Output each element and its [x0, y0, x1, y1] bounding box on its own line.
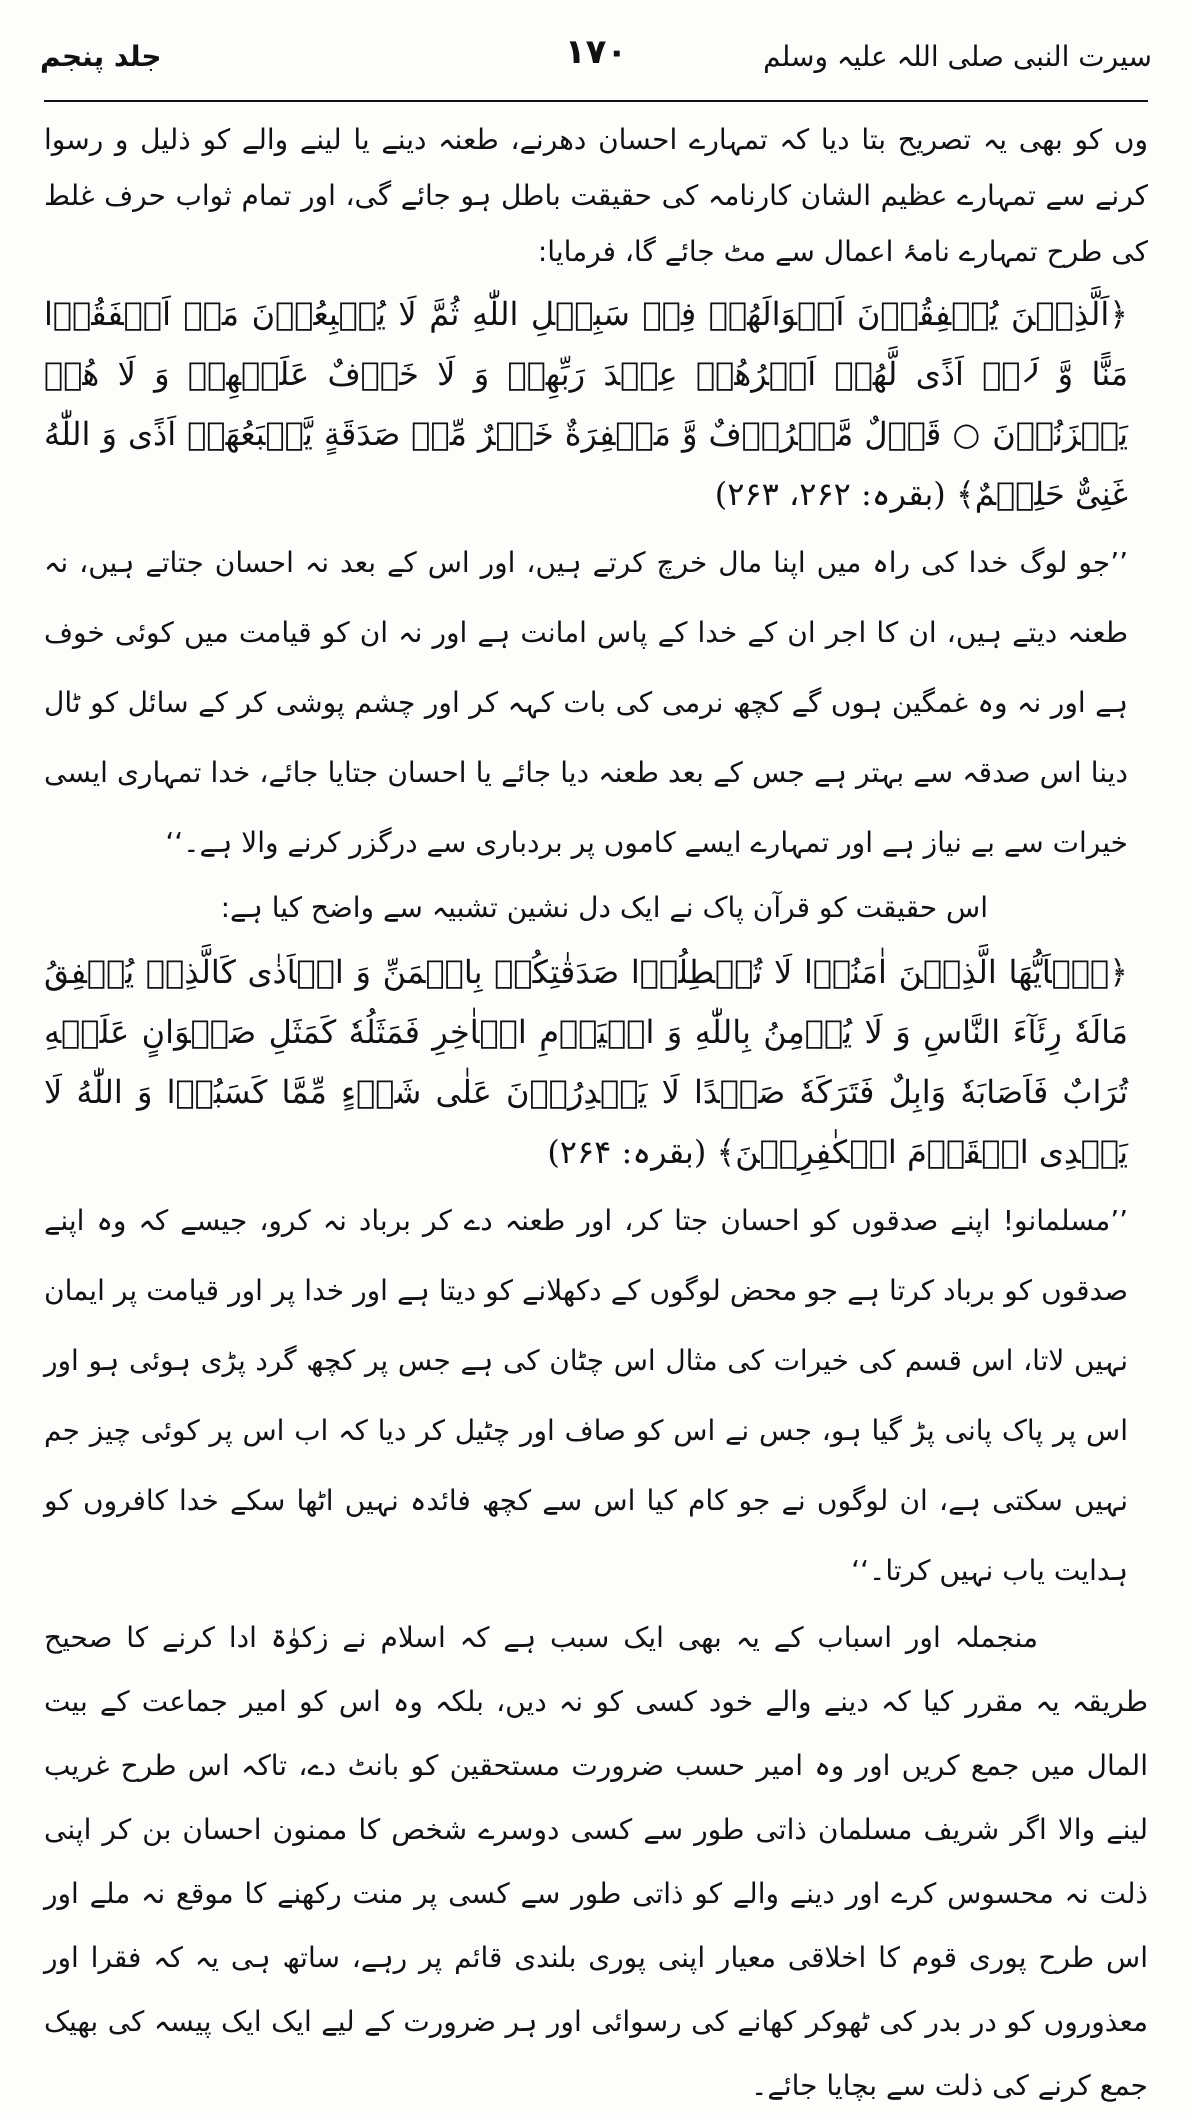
volume-label: جلد پنجم — [40, 40, 162, 73]
running-title: سیرت النبی صلی اللہ علیہ وسلم — [763, 40, 1152, 73]
opening-paragraph: وں کو بھی یہ تصریح بتا دیا کہ تمہارے احسان دھرنے، طعنہ دینے یا لینے والے کو ذلیل و رسوا کرنے سے تمہارے عظیم الشان کارنامہ کی حقیقت باطل ہو جائے گی، اور تمام ثواب حرف غلط کی طرح تمہارے نامۂ اعمال سے مٹ جائے گا، فرمایا: — [44, 123, 1148, 268]
verse-translation-2: ’’مسلمانو! اپنے صدقوں کو احسان جتا کر، اور طعنہ دے کر برباد نہ کرو، جیسے کہ وہ اپنے صدقوں کو برباد کرتا ہے جو محض لوگوں کے دکھلانے کو دیتا ہے اور خدا پر اور قیامت پر ایمان نہیں لاتا، اس قسم کی خیرات کی مثال اس چٹان کی ہے جس پر کچھ گرد پڑی ہوئی ہو اور اس پر پاک پانی پڑ گیا ہو، جس نے اس کو صاف اور چٹیل کر دیا کہ اب اس پر کوئی چیز جم نہیں سکتی ہے، ان لوگوں نے جو کام کیا اس سے کچھ فائدہ نہیں اٹھا سکے خدا کافروں کو ہدایت یاب نہیں کرتا۔‘‘ — [44, 1204, 1128, 1587]
simile-intro: اس حقیقت کو قرآن پاک نے ایک دل نشین تشبیہ سے واضح کیا ہے: — [220, 891, 988, 924]
closing-paragraph: منجملہ اور اسباب کے یہ بھی ایک سبب ہے کہ اسلام نے زکوٰۃ ادا کرنے کا صحیح طریقہ یہ مقرر کیا کہ دینے والے خود کسی کو نہ دیں، بلکہ وہ اس کو امیر جماعت کے بیت المال میں جمع کریں اور وہ امیر حسب ضرورت مستحقین کو بانٹ دے، تاکہ اس طرح غریب لینے والا اگر شریف مسلمان ذاتی طور سے کسی دوسرے شخص کا ممنون احسان بن کر اپنی ذلت نہ محسوس کرے اور دینے والے کو ذاتی طور سے کسی پر منت رکھنے کا موقع نہ ملے اور اس طرح پوری قوم کا اخلاقی معیار اپنی پوری بلندی قائم پر رہے، ساتھ ہی یہ کہ فقرا اور معذوروں کو در بدر کی ٹھوکر کھانے کی رسوائی اور ہر ضرورت کے لیے ایک ایک پیسہ کی بھیک جمع کرنے کی ذلت سے بچایا جائے۔ — [44, 1621, 1148, 2102]
quran-verse-1: ﴿اَلَّذِیۡنَ یُنۡفِقُوۡنَ اَمۡوَالَهُمۡ فِیۡ سَبِیۡلِ اللّٰهِ ثُمَّ لَا یُتۡبِعُوۡنَ مَاۤ اَنۡفَقُوۡا مَنًّا وَّ لَاۤ اَذًی لَّهُمۡ اَجۡرُهُمۡ عِنۡدَ رَبِّهِمۡ وَ لَا خَوۡفٌ عَلَیۡهِمۡ وَ لَا هُمۡ یَحۡزَنُوۡنَ ○ قَوۡلٌ مَّعۡرُوۡفٌ وَّ مَغۡفِرَةٌ خَیۡرٌ مِّنۡ صَدَقَةٍ یَّتۡبَعُهَاۤ اَذًی وَ اللّٰهُ غَنِیٌّ حَلِیۡمٌ﴾ (بقرہ: ۲۶۲، ۲۶۳) — [44, 295, 1129, 513]
quran-verse-2: ﴿یٰۤاَیُّهَا الَّذِیۡنَ اٰمَنُوۡا لَا تُبۡطِلُوۡا صَدَقٰتِكُمۡ بِالۡمَنِّ وَ الۡاَذٰی كَالَّذِیۡ یُنۡفِقُ مَالَهٗ رِئَآءَ النَّاسِ وَ لَا یُؤۡمِنُ بِاللّٰهِ وَ الۡیَوۡمِ الۡاٰخِرِ فَمَثَلُهٗ كَمَثَلِ صَفۡوَانٍ عَلَیۡهِ تُرَابٌ فَاَصَابَهٗ وَابِلٌ فَتَرَكَهٗ صَلۡدًا لَا یَقۡدِرُوۡنَ عَلٰی شَیۡءٍ مِّمَّا كَسَبُوۡا وَ اللّٰهُ لَا یَهۡدِی الۡقَوۡمَ الۡكٰفِرِیۡنَ﴾ (بقرہ: ۲۶۴) — [44, 953, 1128, 1171]
verse-translation-1: ’’جو لوگ خدا کی راہ میں اپنا مال خرچ کرتے ہیں، اور اس کے بعد نہ احسان جتاتے ہیں، نہ طعنہ دیتے ہیں، ان کا اجر ان کے خدا کے پاس امانت ہے اور نہ ان کو قیامت میں کوئی خوف ہے اور نہ وہ غمگین ہوں گے کچھ نرمی کی بات کہہ کر اور چشم پوشی کر کے سائل کو ٹال دینا اس صدقہ سے بہتر ہے جس کے بعد طعنہ دیا جائے یا احسان جتایا جائے، خدا تمہاری ایسی خیرات سے بے نیاز ہے اور تمہارے ایسے کاموں پر بردباری سے درگزر کرنے والا ہے۔‘‘ — [44, 546, 1128, 859]
page-body — [44, 112, 1148, 2102]
header-rule — [44, 100, 1148, 102]
page-header — [40, 22, 1152, 94]
page-number: ۱۷۰ — [564, 32, 628, 72]
